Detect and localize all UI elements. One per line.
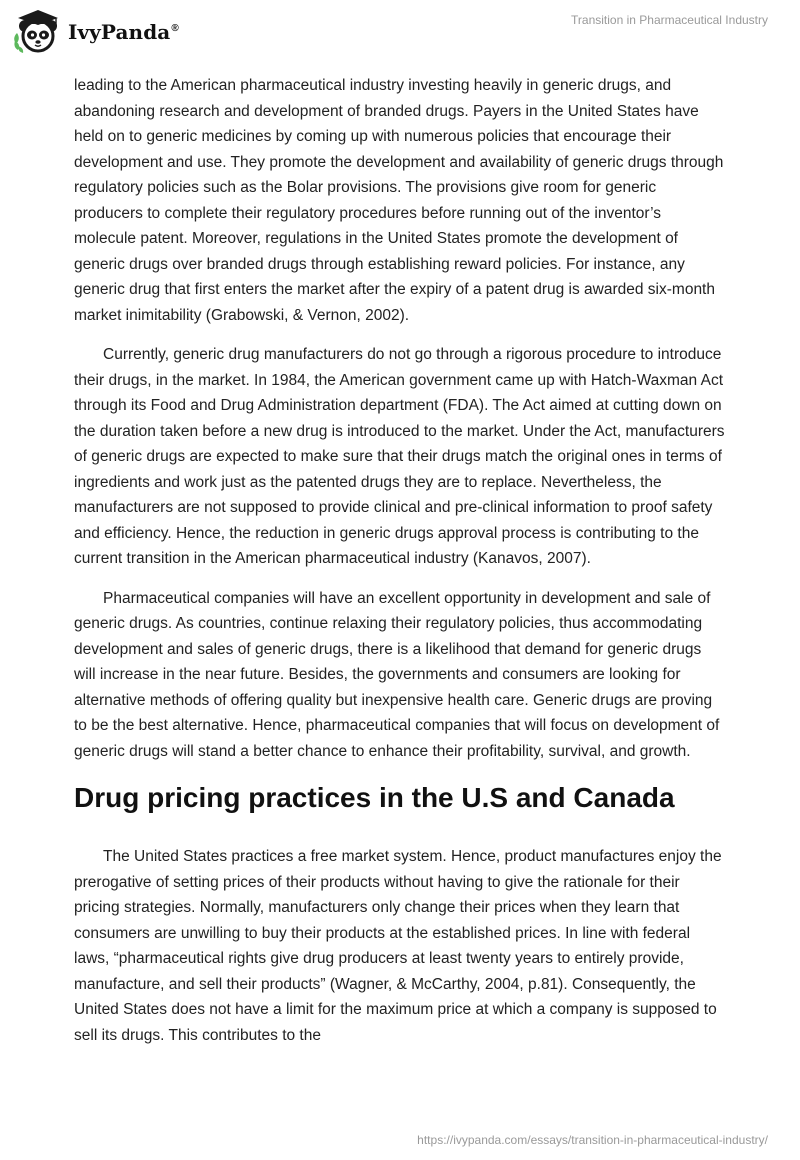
essay-body [74, 73, 726, 1048]
document-title: Transition in Pharmaceutical Industry [571, 13, 768, 27]
registered-mark: ® [171, 23, 179, 35]
brand-logo[interactable] [12, 8, 179, 56]
panda-graduation-cap-icon [12, 8, 64, 56]
section-heading: Drug pricing practices in the U.S and Canada [74, 782, 675, 813]
paragraph-4: The United States practices a free market system. Hence, product manufactures enjoy the prerogative of setting prices of their products without having to give the rationale for their pricing strategies. Normally, manufacturers only change their prices when they learn that consumers are unwilling to buy their products at the established prices. In line with federal laws, “pharmaceutical rights give drug producers at least twenty years to entirely provide, manufacture, and sell their products” (Wagner, & McCarthy, 2004, p.81). Consequently, the United States does not have a limit for the maximum price at which a company is supposed to sell its drugs. This contributes to the [74, 848, 722, 1044]
paragraph-3: Pharmaceutical companies will have an excellent opportunity in development and sale of generic drugs. As countries, continue relaxing their regulatory policies, thus accommodating development and sales of generic drugs, there is a likelihood that demand for generic drugs will increase in the near future. Besides, the governments and consumers are looking for alternative methods of offering quality but inexpensive health care. Generic drugs are proving to be the best alternative. Hence, pharmaceutical companies that will focus on development of generic drugs will stand a better chance to enhance their profitability, survival, and growth. [74, 589, 720, 760]
brand-name: IvyPanda® [68, 20, 179, 44]
page-header [0, 0, 800, 64]
source-url[interactable]: https://ivypanda.com/essays/transition-in-pharmaceutical-industry/ [417, 1133, 768, 1147]
paragraph-1: leading to the American pharmaceutical industry investing heavily in generic drugs, and abandoning research and development of branded drugs. Payers in the United States have held on to generic medicines by coming up with numerous policies that encourage their development and use. They promote the development and availability of generic drugs through regulatory policies such as the Bolar provisions. The provisions give room for generic producers to complete their regulatory procedures before running out of the inventor’s molecule patent. Moreover, regulations in the United States promote the development of generic drugs over branded drugs through establishing reward policies. For instance, any generic drug that first enters the market after the expiry of a patent drug is awarded six-month market inimitability (Grabowski, & Vernon, 2002). [74, 77, 724, 324]
paragraph-2: Currently, generic drug manufacturers do not go through a rigorous procedure to introduce their drugs, in the market. In 1984, the American government came up with Hatch-Waxman Act through its Food and Drug Administration department (FDA). The Act aimed at cutting down on the duration taken before a new drug is introduced to the market. Under the Act, manufacturers of generic drugs are expected to make sure that their drugs match the original ones in terms of ingredients and work just as the patented drugs they are to replace. Nevertheless, the manufacturers are not supposed to provide clinical and pre-clinical information to proof safety and efficiency. Hence, the reduction in generic drugs approval process is contributing to the current transition in the American pharmaceutical industry (Kanavos, 2007). [74, 346, 725, 567]
